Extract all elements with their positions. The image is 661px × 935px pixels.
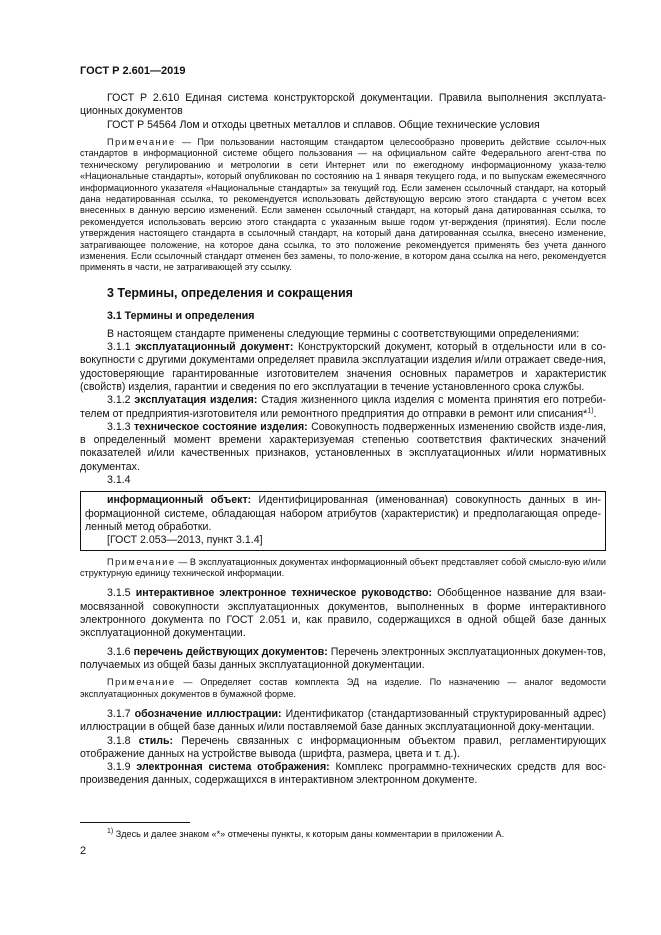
note-text: — При пользовании настоящим стандартом целесообразно проверить действие ссылоч-ных стандартов в информационной системе общего пользования — на официальном сайте Федерального агент-ства по техническому регулированию и метрологии в сети Интернет или по ежегодному информационному указа-телю «Национальные стандарты», который опубликован по состоянию на 1 января текущего года, и по выпускам ежемесячного информационного указателя «Национальные стандарты» за текущий год. Если заменен ссылочный стандарт, на который дана недатированная ссылка, то рекомендуется использовать действующую версию этого стандарта с учетом всех внесенных в данную версию изменений. Если заменен ссылочный стандарт, на который дана датированная ссылка, то рекомендуется использовать версию этого стандарта с указанным выше годом ут-верждения (принятия). Если после утверждения настоящего стандарта в ссылочный стандарт, на который дана датированная ссылка, внесено изменение, затрагивающее положение, на которое дана ссылка, то это положение рекомендуется применять без учета данного изменения. Если ссылочный стандарт отменен без замены, то поло-жение, в котором дана ссылка на него, рекомендуется применять в части, не затрагивающей эту ссылку.: [80, 136, 606, 273]
term-name: обозначение иллюстрации:: [134, 707, 282, 720]
term-definition: Идентифицированная (именованная) совокупность данных в ин-формационной системе, обладающая набором атрибутов (характеристик) и предполагающая опреде-ленный метод обработки.: [85, 494, 601, 533]
term-number: 3.1.9: [107, 761, 137, 774]
term-name: техническое состояние изделия:: [133, 420, 308, 433]
term-3-1-3: [80, 421, 606, 474]
definition-source: [ГОСТ 2.053—2013, пункт 3.1.4]: [107, 534, 263, 547]
term-3-1-9: [80, 761, 606, 788]
note-label: Примечание: [107, 556, 176, 567]
note-paragraph: [80, 137, 606, 274]
term-3-1-6: [80, 646, 606, 673]
note-text: — В эксплуатационных документах информационный объект представляет собой смысло-вую и/или структурную единицу технической информации.: [80, 556, 606, 578]
reference-item: ГОСТ Р 54564 Лом и отходы цветных металлов и сплавов. Общие технические условия: [107, 118, 540, 131]
footnote-mark: 1): [107, 827, 114, 835]
term-3-1-1: [80, 341, 606, 394]
term-number: 3.1.3: [107, 420, 134, 433]
page-content: [80, 92, 606, 788]
term-3-1-2: [80, 394, 606, 421]
footnote-ref: 1): [587, 407, 594, 415]
term-number-3-1-4: 3.1.4: [107, 474, 131, 487]
term-end: .: [593, 407, 597, 420]
note-label: Примечание: [107, 136, 176, 147]
term-number: 3.1.7: [107, 707, 135, 720]
term-name: информационный объект:: [107, 494, 252, 507]
term-number: 3.1.2: [107, 394, 135, 407]
term-name: стиль:: [138, 734, 174, 747]
footnote: [80, 829, 606, 840]
term-name: эксплуатационный документ:: [135, 341, 294, 354]
note-paragraph: [80, 557, 606, 580]
term-name: электронная система отображения:: [136, 761, 330, 774]
footnote-separator: [80, 822, 190, 823]
term-number: 3.1.6: [107, 645, 134, 658]
section-heading: 3 Термины, определения и сокращения: [107, 285, 353, 300]
quoted-definition-box: [80, 491, 606, 550]
term-name: эксплуатация изделия:: [134, 394, 258, 407]
term-definition: Комплекс программно-технических средств для вос-произведения данных, содержащихся в интерактивном электронном документе.: [80, 761, 606, 787]
term-3-1-7: [80, 708, 606, 735]
footnote-text: Здесь и далее знаком «*» отмечены пункты, к которым даны комментарии в приложении А.: [113, 829, 505, 839]
term-name: интерактивное электронное техническое руководство:: [135, 587, 432, 600]
note-paragraph: [80, 677, 606, 700]
term-number: 3.1.5: [107, 587, 136, 600]
subsection-heading: 3.1 Термины и определения: [107, 309, 255, 322]
term-3-1-5: [80, 587, 606, 640]
term-definition: Стадия жизненного цикла изделия с момента принятия его потреби-телем от предприятия-изготовителя или ремонтного предприятия до отправки в ремонт или списания*: [80, 394, 606, 420]
term-definition: Перечень электронных эксплуатационных докумен-тов, получаемых из общей базы данных эксплуатационной документации.: [80, 645, 606, 671]
running-header: ГОСТ Р 2.601—2019: [80, 65, 186, 77]
term-definition: Идентификатор (стандартизованный структурированный адрес) иллюстрации в общей базе данных и/или поставляемой базе данных эксплуатационной доку-ментации.: [80, 707, 606, 734]
term-definition: Обобщенное название для взаи-мосвязанной совокупности эксплуатационных документов, выполненных в форме интерактивного электронного документа по ГОСТ 2.051 и, как правило, содержащихся в одной общей базе данных эксплуатационной документации.: [80, 587, 607, 640]
page-number: 2: [80, 845, 87, 857]
term-3-1-4: [85, 494, 601, 534]
term-definition: Перечень связанных с информационным объектом правил, регламентирующих отображение данных на устройстве вывода (шрифта, размера, цвета и т. д.).: [80, 734, 607, 760]
term-number: 3.1.1: [107, 341, 136, 354]
term-number: 3.1.8: [107, 734, 139, 747]
term-name: перечень действующих документов:: [133, 645, 328, 658]
term-definition: Совокупность подверженных изменению свойств изде-лия, в определенный момент времени характеризуемая степенью соответствия фактических значений показателей и/или качественных признаков, установленных в эксплуатационных и/или нормативных документах.: [80, 420, 606, 473]
term-definition: Конструкторский документ, который в отдельности или в со-вокупности с другими документами определяет правила эксплуатации изделия и/или отражает сведе-ния, удостоверяющие гарантированные изготовителем значения основных параметров и характеристик (свойств) изделия, гарантии и сведения по его эксплуатации в течение установленного срока службы.: [80, 341, 606, 393]
note-text: — Определяет состав комплекта ЭД на изделие. По назначению — аналог ведомости эксплуатационных документов в бумажной форме.: [80, 677, 606, 699]
note-label: Примечание: [107, 677, 176, 688]
intro-paragraph: В настоящем стандарте применены следующие термины с соответствующими определениями:: [107, 327, 580, 340]
term-3-1-8: [80, 735, 606, 762]
reference-item: ГОСТ Р 2.610 Единая система конструкторской документации. Правила выполнения эксплуата-ционных документов: [80, 92, 606, 118]
